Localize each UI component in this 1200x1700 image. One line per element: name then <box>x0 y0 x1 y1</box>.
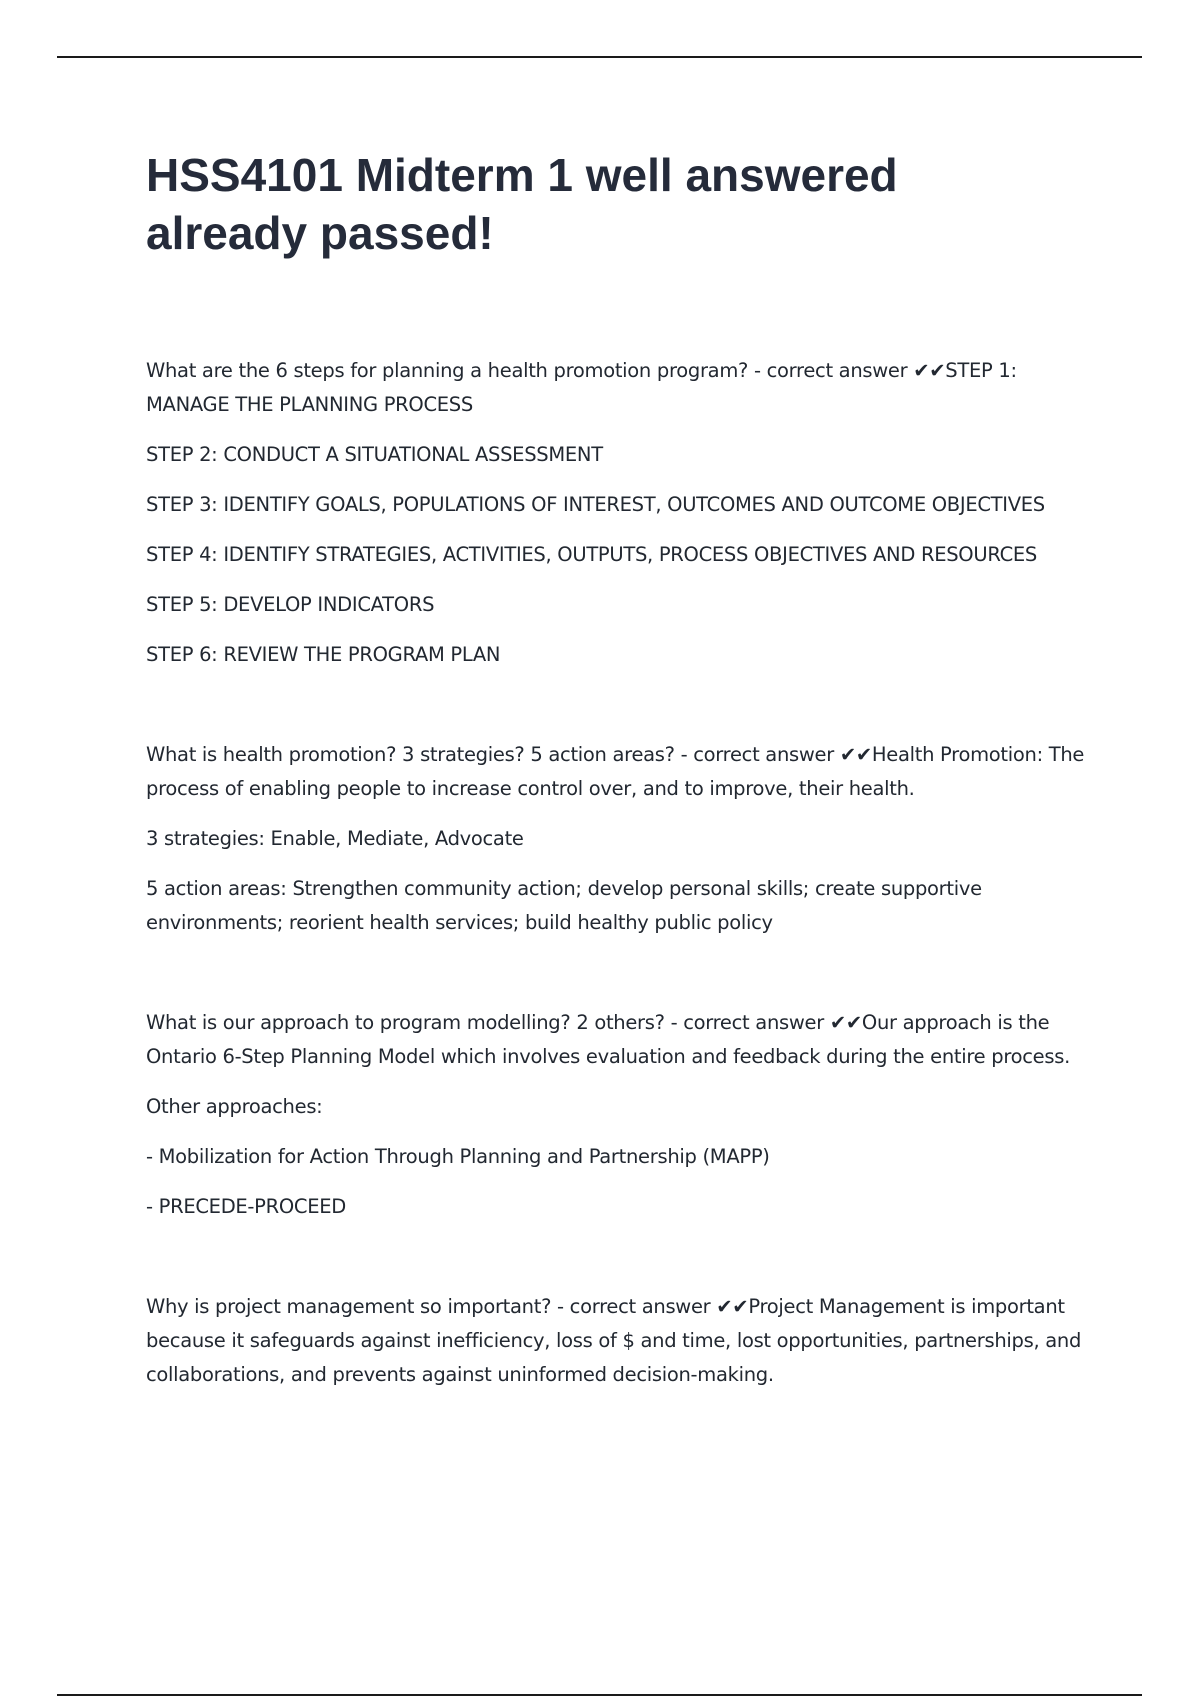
qa-answer-line: - Mobilization for Action Through Planning and Partnership (MAPP) <box>146 1145 770 1168</box>
qa-answer-line: STEP 5: DEVELOP INDICATORS <box>146 593 435 616</box>
qa-answer-line: STEP 6: REVIEW THE PROGRAM PLAN <box>146 643 501 666</box>
document-title: HSS4101 Midterm 1 well answered already passed! <box>146 149 898 259</box>
qa-answer-line: 5 action areas: Strengthen community action; develop personal skills; create supportive environments; reorient health services; build healthy public policy <box>146 877 982 934</box>
qa-question-answer: What is health promotion? 3 strategies? 5 action areas? - correct answer ✔✔Health Promotion: The process of enabling people to increase control over, and to improve, their health. <box>146 743 1085 800</box>
bottom-rule <box>57 1694 1142 1696</box>
qa-block-program-modelling <box>146 1006 1096 1224</box>
qa-block-project-management <box>146 1290 1096 1392</box>
qa-question-answer: What are the 6 steps for planning a health promotion program? - correct answer ✔✔STEP 1: MANAGE THE PLANNING PROCESS <box>146 359 1017 416</box>
qa-answer-line: Other approaches: <box>146 1095 323 1118</box>
qa-block-planning-steps <box>146 354 1096 672</box>
qa-block-health-promotion <box>146 738 1096 940</box>
top-rule <box>57 56 1142 58</box>
qa-answer-line: STEP 2: CONDUCT A SITUATIONAL ASSESSMENT <box>146 443 603 466</box>
qa-question-answer: What is our approach to program modelling? 2 others? - correct answer ✔✔Our approach is the Ontario 6-Step Planning Model which involves evaluation and feedback during the entire process. <box>146 1011 1070 1068</box>
qa-answer-line: - PRECEDE-PROCEED <box>146 1195 347 1218</box>
qa-answer-line: STEP 4: IDENTIFY STRATEGIES, ACTIVITIES, OUTPUTS, PROCESS OBJECTIVES AND RESOURCES <box>146 543 1038 566</box>
qa-question-answer: Why is project management so important? - correct answer ✔✔Project Management is important because it safeguards against inefficiency, loss of $ and time, lost opportunities, partnerships, and collaborations, and prevents against uninformed decision-making. <box>146 1295 1082 1386</box>
qa-answer-line: STEP 3: IDENTIFY GOALS, POPULATIONS OF INTEREST, OUTCOMES AND OUTCOME OBJECTIVES <box>146 493 1045 516</box>
qa-answer-line: 3 strategies: Enable, Mediate, Advocate <box>146 827 524 850</box>
document-body <box>146 354 1096 1392</box>
